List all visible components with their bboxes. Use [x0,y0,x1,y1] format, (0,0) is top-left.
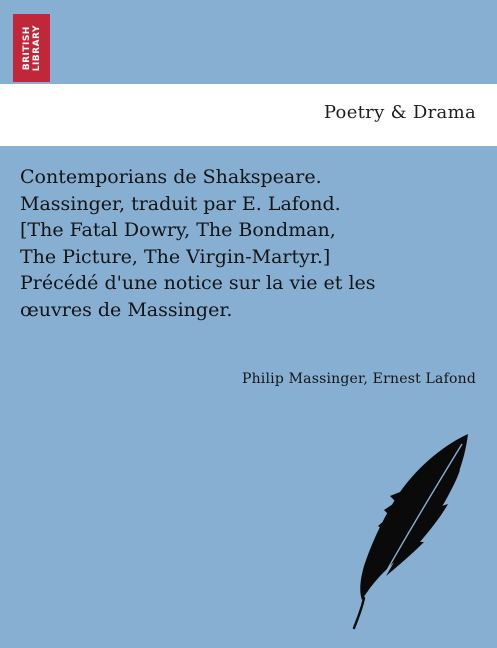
category-band [0,84,497,146]
british-library-logo [13,14,50,82]
book-title: Contemporians de Shakspeare. Massinger, traduit par E. Lafond. [The Fatal Dowry, The Bondman, The Picture, The Virgin-Martyr.] Précédé d'une notice sur la vie et les œuvres de Massinger. [20,166,376,321]
quill-feather-icon [350,430,480,630]
british-library-logo-text: BRITISH LIBRARY [21,24,42,72]
category-label: Poetry & Drama [323,102,476,123]
book-authors: Philip Massinger, Ernest Lafond [241,371,476,387]
